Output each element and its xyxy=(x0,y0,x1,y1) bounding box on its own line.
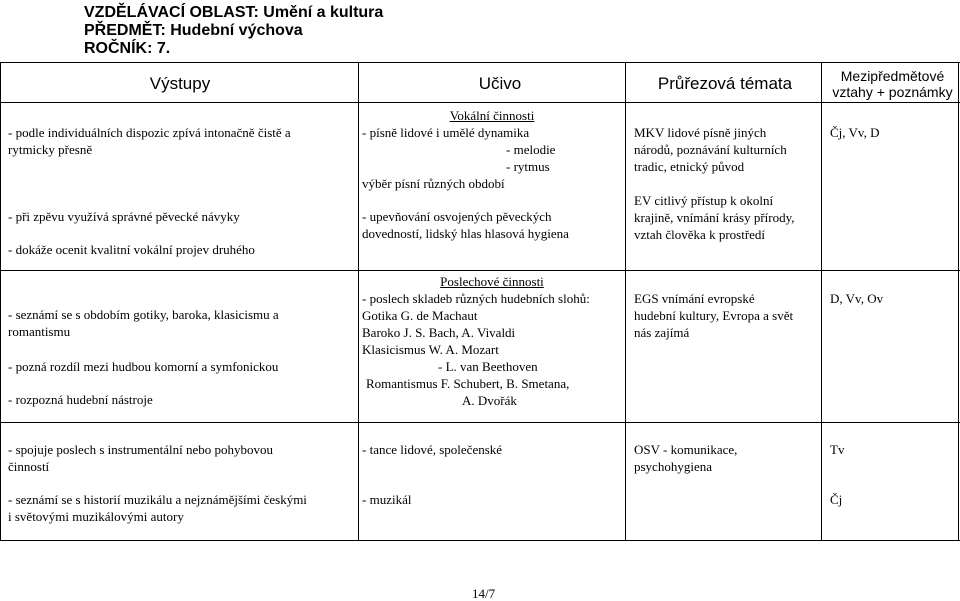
row-1-curriculum-1: - písně lidové i umělé dynamika xyxy=(362,125,530,140)
row-2-curriculum-title: Poslechové činnosti xyxy=(440,274,544,289)
row-1-output-1-cont: rytmicky přesně xyxy=(8,142,93,157)
column-header-mezipredmetove-line1: Mezipředmětové xyxy=(840,68,945,84)
row-2-curriculum-2: Gotika G. de Machaut xyxy=(362,308,478,323)
row-1-crosscut-4: EV citlivý přístup k okolní xyxy=(634,193,774,208)
grade-heading: ROČNÍK: 7. xyxy=(84,40,171,57)
column-header-mezipredmetove xyxy=(825,68,960,100)
row-1-crosscut-5: krajině, vnímání krásy přírody, xyxy=(634,210,795,225)
row-1-output-2: - při zpěvu využívá správné pěvecké návyky xyxy=(8,209,240,224)
row-2-output-2: - pozná rozdíl mezi hudbou komorní a symfonickou xyxy=(8,359,279,374)
row-2-curriculum-6: Romantismus F. Schubert, B. Smetana, xyxy=(366,376,570,391)
column-header-mezipredmetove-line2: vztahy + poznámky xyxy=(832,84,953,100)
row-2-output-3: - rozpozná hudební nástroje xyxy=(8,392,153,407)
row-1-curriculum-title: Vokální činnosti xyxy=(449,108,535,123)
row-1-output-3: - dokáže ocenit kvalitní vokální projev druhého xyxy=(8,242,255,257)
column-divider-3 xyxy=(821,62,822,540)
row-2-crosscut-1: EGS vnímání evropské xyxy=(634,291,755,306)
page-number: 14/7 xyxy=(472,586,496,601)
row-1-crosscut-3: tradic, etnický původ xyxy=(634,159,745,174)
area-heading: VZDĚLÁVACÍ OBLAST: Umění a kultura xyxy=(84,4,384,21)
row-3-curriculum-1: - tance lidové, společenské xyxy=(362,442,503,457)
row-2-crosscut-2: hudební kultury, Evropa a svět xyxy=(634,308,794,323)
row-1-related-subjects: Čj, Vv, D xyxy=(830,125,880,140)
row-2-curriculum-4: Klasicismus W. A. Mozart xyxy=(362,342,499,357)
row-1-output-1: - podle individuálních dispozic zpívá intonačně čistě a xyxy=(8,125,291,140)
row-3-crosscut-1: OSV - komunikace, xyxy=(634,442,738,457)
row-1-curriculum-2: - melodie xyxy=(506,142,556,157)
header-row-border xyxy=(0,102,960,103)
column-divider-right xyxy=(958,62,959,540)
row-1-curriculum-4: výběr písní různých období xyxy=(362,176,505,191)
row-1-crosscut-2: národů, poznávání kulturních xyxy=(634,142,787,157)
row-3-output-1-cont: činností xyxy=(8,459,50,474)
column-header-ucivo: Učivo xyxy=(478,74,522,93)
row-2-curriculum-3: Baroko J. S. Bach, A. Vivaldi xyxy=(362,325,516,340)
row-2-border xyxy=(0,422,960,423)
column-divider-1 xyxy=(358,62,359,540)
row-3-related-subjects-1: Tv xyxy=(830,442,845,457)
subject-heading: PŘEDMĚT: Hudební výchova xyxy=(84,22,303,39)
row-1-border xyxy=(0,270,960,271)
row-1-crosscut-6: vztah člověka k prostředí xyxy=(634,227,766,242)
row-2-output-1: - seznámí se s obdobím gotiky, baroka, klasicismu a xyxy=(8,307,279,322)
column-header-prurezova: Průřezová témata xyxy=(657,74,793,93)
row-1-curriculum-3: - rytmus xyxy=(506,159,550,174)
row-1-curriculum-5: - upevňování osvojených pěveckých xyxy=(362,209,552,224)
column-divider-2 xyxy=(625,62,626,540)
row-2-crosscut-3: nás zajímá xyxy=(634,325,690,340)
table-bottom-border xyxy=(0,540,960,541)
row-3-crosscut-2: psychohygiena xyxy=(634,459,712,474)
row-3-curriculum-2: - muzikál xyxy=(362,492,412,507)
row-2-curriculum-5: - L. van Beethoven xyxy=(438,359,538,374)
column-divider-left xyxy=(0,62,1,540)
row-3-output-2: - seznámí se s historií muzikálu a nejznámějšími českými xyxy=(8,492,307,507)
table-top-border xyxy=(0,62,960,63)
row-3-output-1: - spojuje poslech s instrumentální nebo pohybovou xyxy=(8,442,274,457)
row-2-curriculum-7: A. Dvořák xyxy=(462,393,517,408)
row-3-related-subjects-2: Čj xyxy=(830,492,843,507)
row-2-curriculum-1: - poslech skladeb různých hudebních slohů: xyxy=(362,291,590,306)
column-header-vystupy: Výstupy xyxy=(149,74,211,93)
row-1-crosscut-1: MKV lidové písně jiných xyxy=(634,125,767,140)
row-3-output-2-cont: i světovými muzikálovými autory xyxy=(8,509,184,524)
row-1-curriculum-6: dovedností, lidský hlas hlasová hygiena xyxy=(362,226,569,241)
row-2-output-1-cont: romantismu xyxy=(8,324,71,339)
row-2-related-subjects: D, Vv, Ov xyxy=(830,291,884,306)
